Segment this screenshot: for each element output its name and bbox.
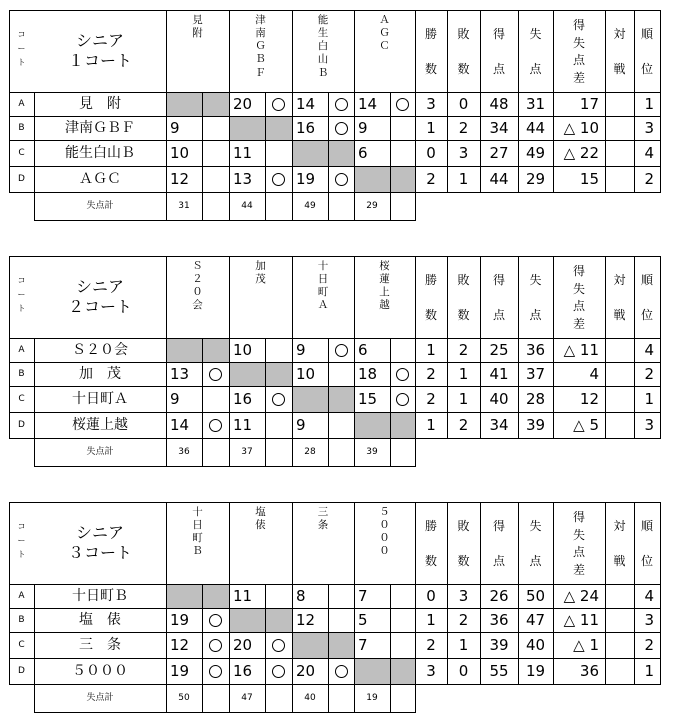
win-circle-icon [209,665,222,678]
court-title [34,256,166,338]
match-score: 11 [233,415,253,434]
point-difference: 15 [579,169,599,188]
rank: 1 [644,661,654,680]
win-circle-icon [209,614,222,627]
match-score: 10 [233,340,253,359]
match-score: 12 [296,610,316,629]
title-line-1: シニア [75,277,124,296]
point-difference: 36 [579,661,599,680]
column-header-team: 十 日 町 Ｂ [192,506,203,558]
points-for: 55 [489,661,509,680]
grid-line [390,584,391,713]
point-difference: 4 [589,364,599,383]
points-for: 48 [489,94,509,113]
grid-line [34,466,416,467]
standings-table-3 [0,502,684,718]
points-against: 28 [525,389,546,408]
match-count [605,412,634,438]
row-team-name: 塩 俵 [79,612,121,628]
losses-count: 2 [458,118,469,137]
grid-line [660,256,661,439]
grid-line [34,220,416,221]
match-score: 11 [233,143,253,162]
wins-count: 0 [426,586,436,605]
losses-count: 2 [458,610,469,629]
lost-points-total: 50 [178,692,190,703]
points-for: 26 [489,586,509,605]
match-count [605,166,634,192]
match-score: 14 [358,94,378,113]
grid-line [660,10,661,193]
match-score: 13 [233,169,253,188]
rank: 2 [644,635,654,654]
lost-points-total: 31 [178,200,190,211]
grid-line [328,92,329,221]
title-line-2: １コート [67,51,132,70]
match-count [605,92,634,116]
rank: 1 [644,389,654,408]
points-for: 39 [489,635,509,654]
lost-points-label: 失点計 [86,200,114,211]
title-line-1: シニア [75,523,124,542]
losses-count: 0 [458,661,469,680]
rank: 3 [644,610,654,629]
points-for: 40 [489,389,509,408]
column-header-stat: 得 点 [492,27,505,76]
column-header-stat: 失 点 [529,27,542,76]
match-score: 9 [296,415,306,434]
losses-count: 1 [458,389,469,408]
match-score: 19 [296,169,316,188]
column-header-stat: 敗 数 [457,519,470,568]
grid-line [34,712,416,713]
match-score: 7 [358,586,368,605]
match-score: 14 [170,415,190,434]
match-score: 15 [358,389,378,408]
point-difference: △ 22 [563,143,599,162]
row-court-letter: C [18,147,25,158]
match-count [605,386,634,412]
win-circle-icon [272,393,285,406]
column-header-stat: 得 点 [492,273,505,322]
court-label: コ ー ト [17,276,26,313]
self-match-cell [230,117,292,140]
lost-points-total: 44 [241,200,253,211]
wins-count: 2 [426,389,436,408]
column-header-stat: 順 位 [640,519,653,568]
match-score: 10 [296,364,316,383]
self-match-cell [293,141,354,166]
title-line-1: シニア [75,31,124,50]
lost-points-total: 39 [366,446,378,457]
wins-count: 1 [426,415,436,434]
match-score: 9 [170,118,180,137]
column-header-stat: 勝 数 [424,27,437,76]
self-match-cell [230,609,292,632]
win-circle-icon [209,639,222,652]
point-difference: △ 10 [563,118,599,137]
row-team-name: 見 附 [79,96,121,112]
column-header-team: 三 条 [317,506,329,532]
lost-points-label: 失点計 [86,446,114,457]
losses-count: 3 [458,586,469,605]
win-circle-icon [272,98,285,111]
row-team-name: 加 茂 [79,366,121,382]
match-score: 12 [170,169,190,188]
points-for: 27 [489,143,509,162]
column-header-stat: 失 点 [529,519,542,568]
grid-line [390,92,391,221]
point-difference: 17 [579,94,599,113]
match-count [605,608,634,632]
losses-count: 1 [458,364,469,383]
column-header-stat: 順 位 [640,27,653,76]
row-team-name: ５０００ [72,663,128,679]
row-court-letter: B [18,368,25,379]
row-court-letter: A [18,344,25,355]
column-header-stat: 失 点 [529,273,542,322]
column-header-stat: 得 失 点 差 [572,264,585,331]
row-court-letter: A [18,590,25,601]
match-count [605,116,634,140]
match-score: 16 [296,118,316,137]
title-line-2: ３コート [67,543,132,562]
row-court-letter: C [18,393,25,404]
match-count [605,338,634,362]
rank: 4 [644,143,654,162]
win-circle-icon [335,122,348,135]
self-match-cell [293,387,354,412]
rank: 1 [644,94,654,113]
row-team-name: 三 条 [79,637,121,653]
row-court-letter: D [18,173,25,184]
match-score: 9 [358,118,368,137]
self-match-cell [230,363,292,386]
wins-count: 1 [426,610,436,629]
rank: 2 [644,169,654,188]
column-header-stat: 勝 数 [424,519,437,568]
match-score: 11 [233,586,253,605]
point-difference: △ 11 [563,610,599,629]
points-for: 36 [489,610,509,629]
wins-count: 2 [426,635,436,654]
grid-line [660,502,661,685]
row-court-letter: D [18,665,25,676]
lost-points-total: 19 [366,692,378,703]
column-header-stat: 得 点 [492,519,505,568]
win-circle-icon [335,98,348,111]
match-score: 8 [296,586,306,605]
point-difference: △ 5 [573,415,599,434]
win-circle-icon [396,393,409,406]
points-against: 39 [525,415,546,434]
points-against: 37 [525,364,546,383]
points-against: 44 [525,118,546,137]
grid-line [265,338,266,467]
win-circle-icon [396,98,409,111]
column-header-team: 見 附 [192,14,203,40]
points-against: 36 [525,340,546,359]
grid-line [390,338,391,467]
point-difference: △ 1 [573,635,599,654]
match-count [605,362,634,386]
column-header-stat: 順 位 [640,273,653,322]
losses-count: 2 [458,340,469,359]
column-header-team: 能 生 白 山 Ｂ [317,14,329,79]
lost-points-label: 失点計 [86,692,114,703]
win-circle-icon [272,173,285,186]
losses-count: 3 [458,143,469,162]
self-match-cell [167,339,229,362]
column-header-stat: 敗 数 [457,27,470,76]
column-header-team: 十 日 町 Ａ [317,260,329,312]
points-against: 49 [525,143,546,162]
self-match-cell [355,167,415,192]
match-score: 19 [170,610,190,629]
court-label: コ ー ト [17,30,26,67]
row-court-letter: B [18,122,25,133]
match-score: 13 [170,364,190,383]
row-court-letter: C [18,639,25,650]
column-header-stat: 対 戦 [613,273,626,322]
grid-line [328,338,329,467]
lost-points-total: 29 [366,200,378,211]
column-header-team: Ｓ ２ ０ 会 [192,260,203,312]
points-against: 29 [525,169,546,188]
match-score: 19 [170,661,190,680]
match-score: 20 [233,635,253,654]
lost-points-total: 47 [241,692,253,703]
match-score: 9 [296,340,306,359]
match-score: 18 [358,364,378,383]
losses-count: 1 [458,169,469,188]
points-against: 50 [525,586,546,605]
wins-count: 1 [426,118,436,137]
match-score: 6 [358,340,368,359]
point-difference: △ 24 [563,586,599,605]
column-header-team: 加 茂 [255,260,266,286]
match-score: 10 [170,143,190,162]
win-circle-icon [272,639,285,652]
rank: 4 [644,586,654,605]
standings-table-2 [0,256,684,472]
column-header-stat: 得 失 点 差 [572,510,585,577]
row-court-letter: B [18,614,25,625]
row-team-name: 十日町Ｂ [72,588,128,604]
match-score: 9 [170,389,180,408]
court-title [34,502,166,584]
points-against: 19 [525,661,546,680]
row-team-name: 十日町Ａ [72,391,128,407]
match-score: 14 [296,94,316,113]
points-against: 40 [525,635,546,654]
win-circle-icon [335,173,348,186]
rank: 3 [644,415,654,434]
win-circle-icon [335,344,348,357]
column-header-stat: 対 戦 [613,519,626,568]
point-difference: △ 11 [563,340,599,359]
points-for: 25 [489,340,509,359]
wins-count: 3 [426,661,436,680]
column-header-stat: 対 戦 [613,27,626,76]
self-match-cell [355,659,415,684]
row-court-letter: A [18,98,25,109]
column-header-team: Ａ Ｇ Ｃ [379,14,390,53]
match-score: 6 [358,143,368,162]
row-team-name: 能生白山Ｂ [65,145,135,161]
standings-table-1 [0,10,684,226]
points-for: 44 [489,169,509,188]
grid-line [328,584,329,713]
match-count [605,584,634,608]
wins-count: 2 [426,364,436,383]
match-count [605,140,634,166]
grid-line [202,338,203,467]
lost-points-total: 37 [241,446,253,457]
match-score: 20 [233,94,253,113]
rank: 3 [644,118,654,137]
self-match-cell [167,93,229,116]
wins-count: 1 [426,340,436,359]
self-match-cell [293,633,354,658]
match-score: 7 [358,635,368,654]
column-header-team: ５ ０ ０ ０ [379,506,390,558]
column-header-stat: 敗 数 [457,273,470,322]
wins-count: 2 [426,169,436,188]
column-header-team: 塩 俵 [255,506,266,532]
grid-line [265,584,266,713]
column-header-stat: 勝 数 [424,273,437,322]
lost-points-total: 36 [178,446,190,457]
row-court-letter: D [18,419,25,430]
row-team-name: 津南ＧＢＦ [65,120,135,136]
grid-line [202,584,203,713]
win-circle-icon [209,419,222,432]
win-circle-icon [272,665,285,678]
column-header-stat: 得 失 点 差 [572,18,585,85]
match-score: 12 [170,635,190,654]
points-against: 31 [525,94,546,113]
row-team-name: 桜蓮上越 [72,417,128,433]
match-count [605,658,634,684]
match-score: 20 [296,661,316,680]
match-score: 16 [233,389,253,408]
points-for: 34 [489,415,509,434]
losses-count: 2 [458,415,469,434]
points-for: 41 [489,364,509,383]
court-title [34,10,166,92]
lost-points-total: 49 [304,200,316,211]
win-circle-icon [209,368,222,381]
win-circle-icon [335,665,348,678]
match-score: 16 [233,661,253,680]
win-circle-icon [396,368,409,381]
self-match-cell [167,585,229,608]
wins-count: 3 [426,94,436,113]
losses-count: 1 [458,635,469,654]
wins-count: 0 [426,143,436,162]
losses-count: 0 [458,94,469,113]
points-against: 47 [525,610,546,629]
grid-line [202,92,203,221]
rank: 2 [644,364,654,383]
self-match-cell [355,413,415,438]
row-team-name: ＡＧＣ [79,171,121,187]
column-header-team: 津 南 Ｇ Ｂ Ｆ [255,14,266,79]
match-count [605,632,634,658]
points-for: 34 [489,118,509,137]
point-difference: 12 [579,389,599,408]
rank: 4 [644,340,654,359]
match-score: 5 [358,610,368,629]
row-team-name: Ｓ２０会 [72,342,128,358]
title-line-2: ２コート [67,297,132,316]
lost-points-total: 40 [304,692,316,703]
lost-points-total: 28 [304,446,316,457]
column-header-team: 桜 蓮 上 越 [379,260,390,312]
grid-line [265,92,266,221]
court-label: コ ー ト [17,522,26,559]
